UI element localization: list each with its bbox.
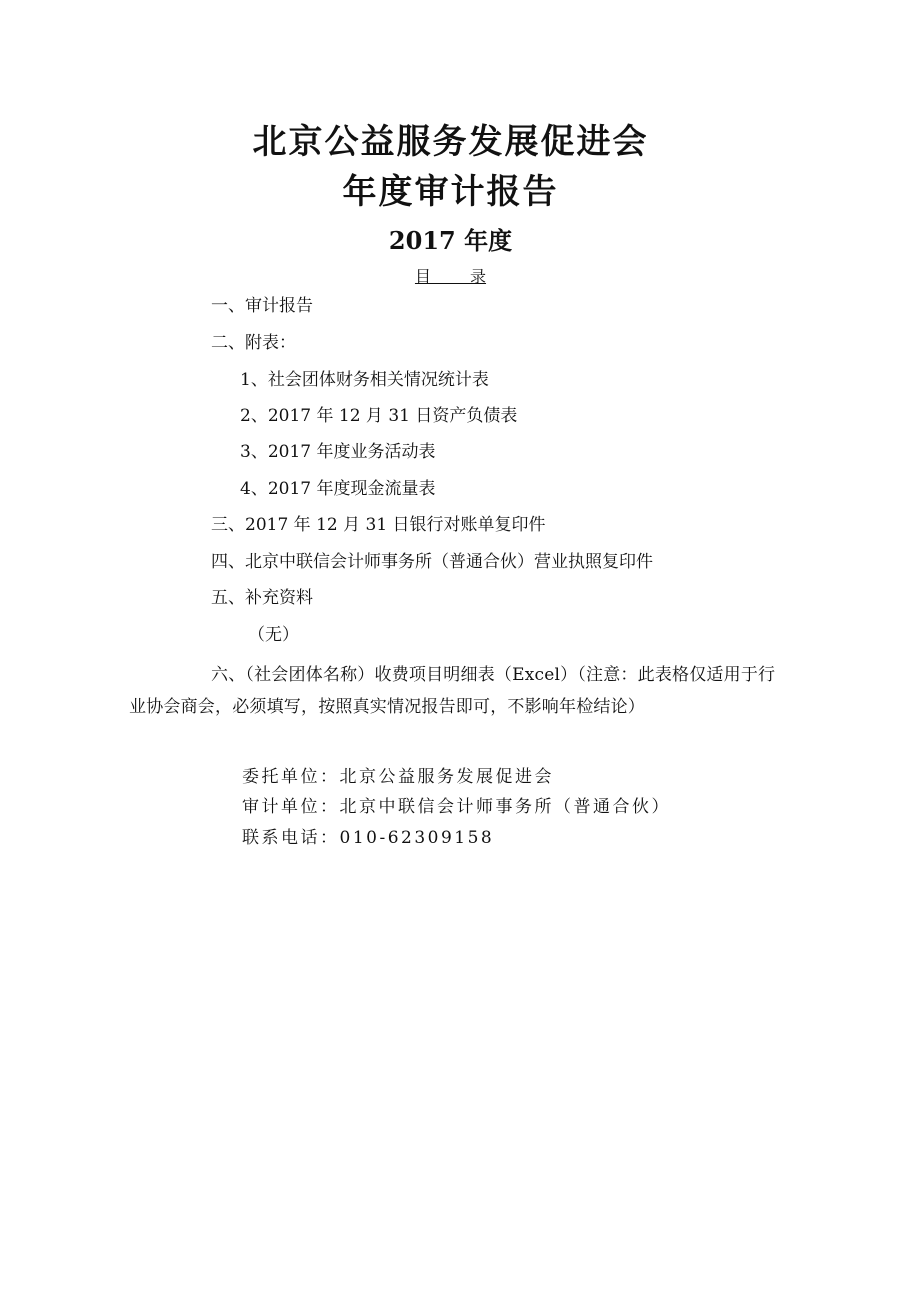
report-year: 2017 年度	[388, 226, 513, 255]
document-title-line2: 年度审计报告	[342, 172, 559, 212]
toc-heading-text: 目 录	[414, 267, 487, 286]
toc-subitem-activity-statement: 3、2017 年度业务活动表	[240, 442, 436, 462]
audit-unit: 审计单位：北京中联信会计师事务所（普通合伙）	[242, 797, 671, 817]
toc-item-fee-details: 六、（社会团体名称）收费项目明细表（Excel）（注意：此表格仅适用于行业协会商会，必须填写，按照真实情况报告即可，不影响年检结论）	[129, 665, 776, 717]
contact-phone: 联系电话：010-62309158	[242, 828, 495, 848]
toc-item-attachments: 二、附表：	[211, 333, 296, 353]
document-title-line1: 北京公益服务发展促进会	[252, 122, 649, 162]
toc-item-bank-statement: 三、2017 年 12 月 31 日银行对账单复印件	[211, 515, 546, 535]
toc-item-audit-report: 一、审计报告	[211, 296, 313, 316]
toc-item-business-license: 四、北京中联信会计师事务所（普通合伙）营业执照复印件	[211, 552, 653, 572]
toc-item-supplementary-note: （无）	[248, 625, 299, 645]
toc-item-supplementary: 五、补充资料	[211, 588, 313, 608]
toc-subitem-cash-flow: 4、2017 年度现金流量表	[240, 479, 436, 499]
toc-subitem-financial-statistics: 1、社会团体财务相关情况统计表	[240, 370, 489, 390]
toc-heading	[0, 266, 901, 288]
client-unit: 委托单位：北京公益服务发展促进会	[242, 767, 554, 787]
toc-subitem-balance-sheet: 2、2017 年 12 月 31 日资产负债表	[240, 406, 518, 426]
